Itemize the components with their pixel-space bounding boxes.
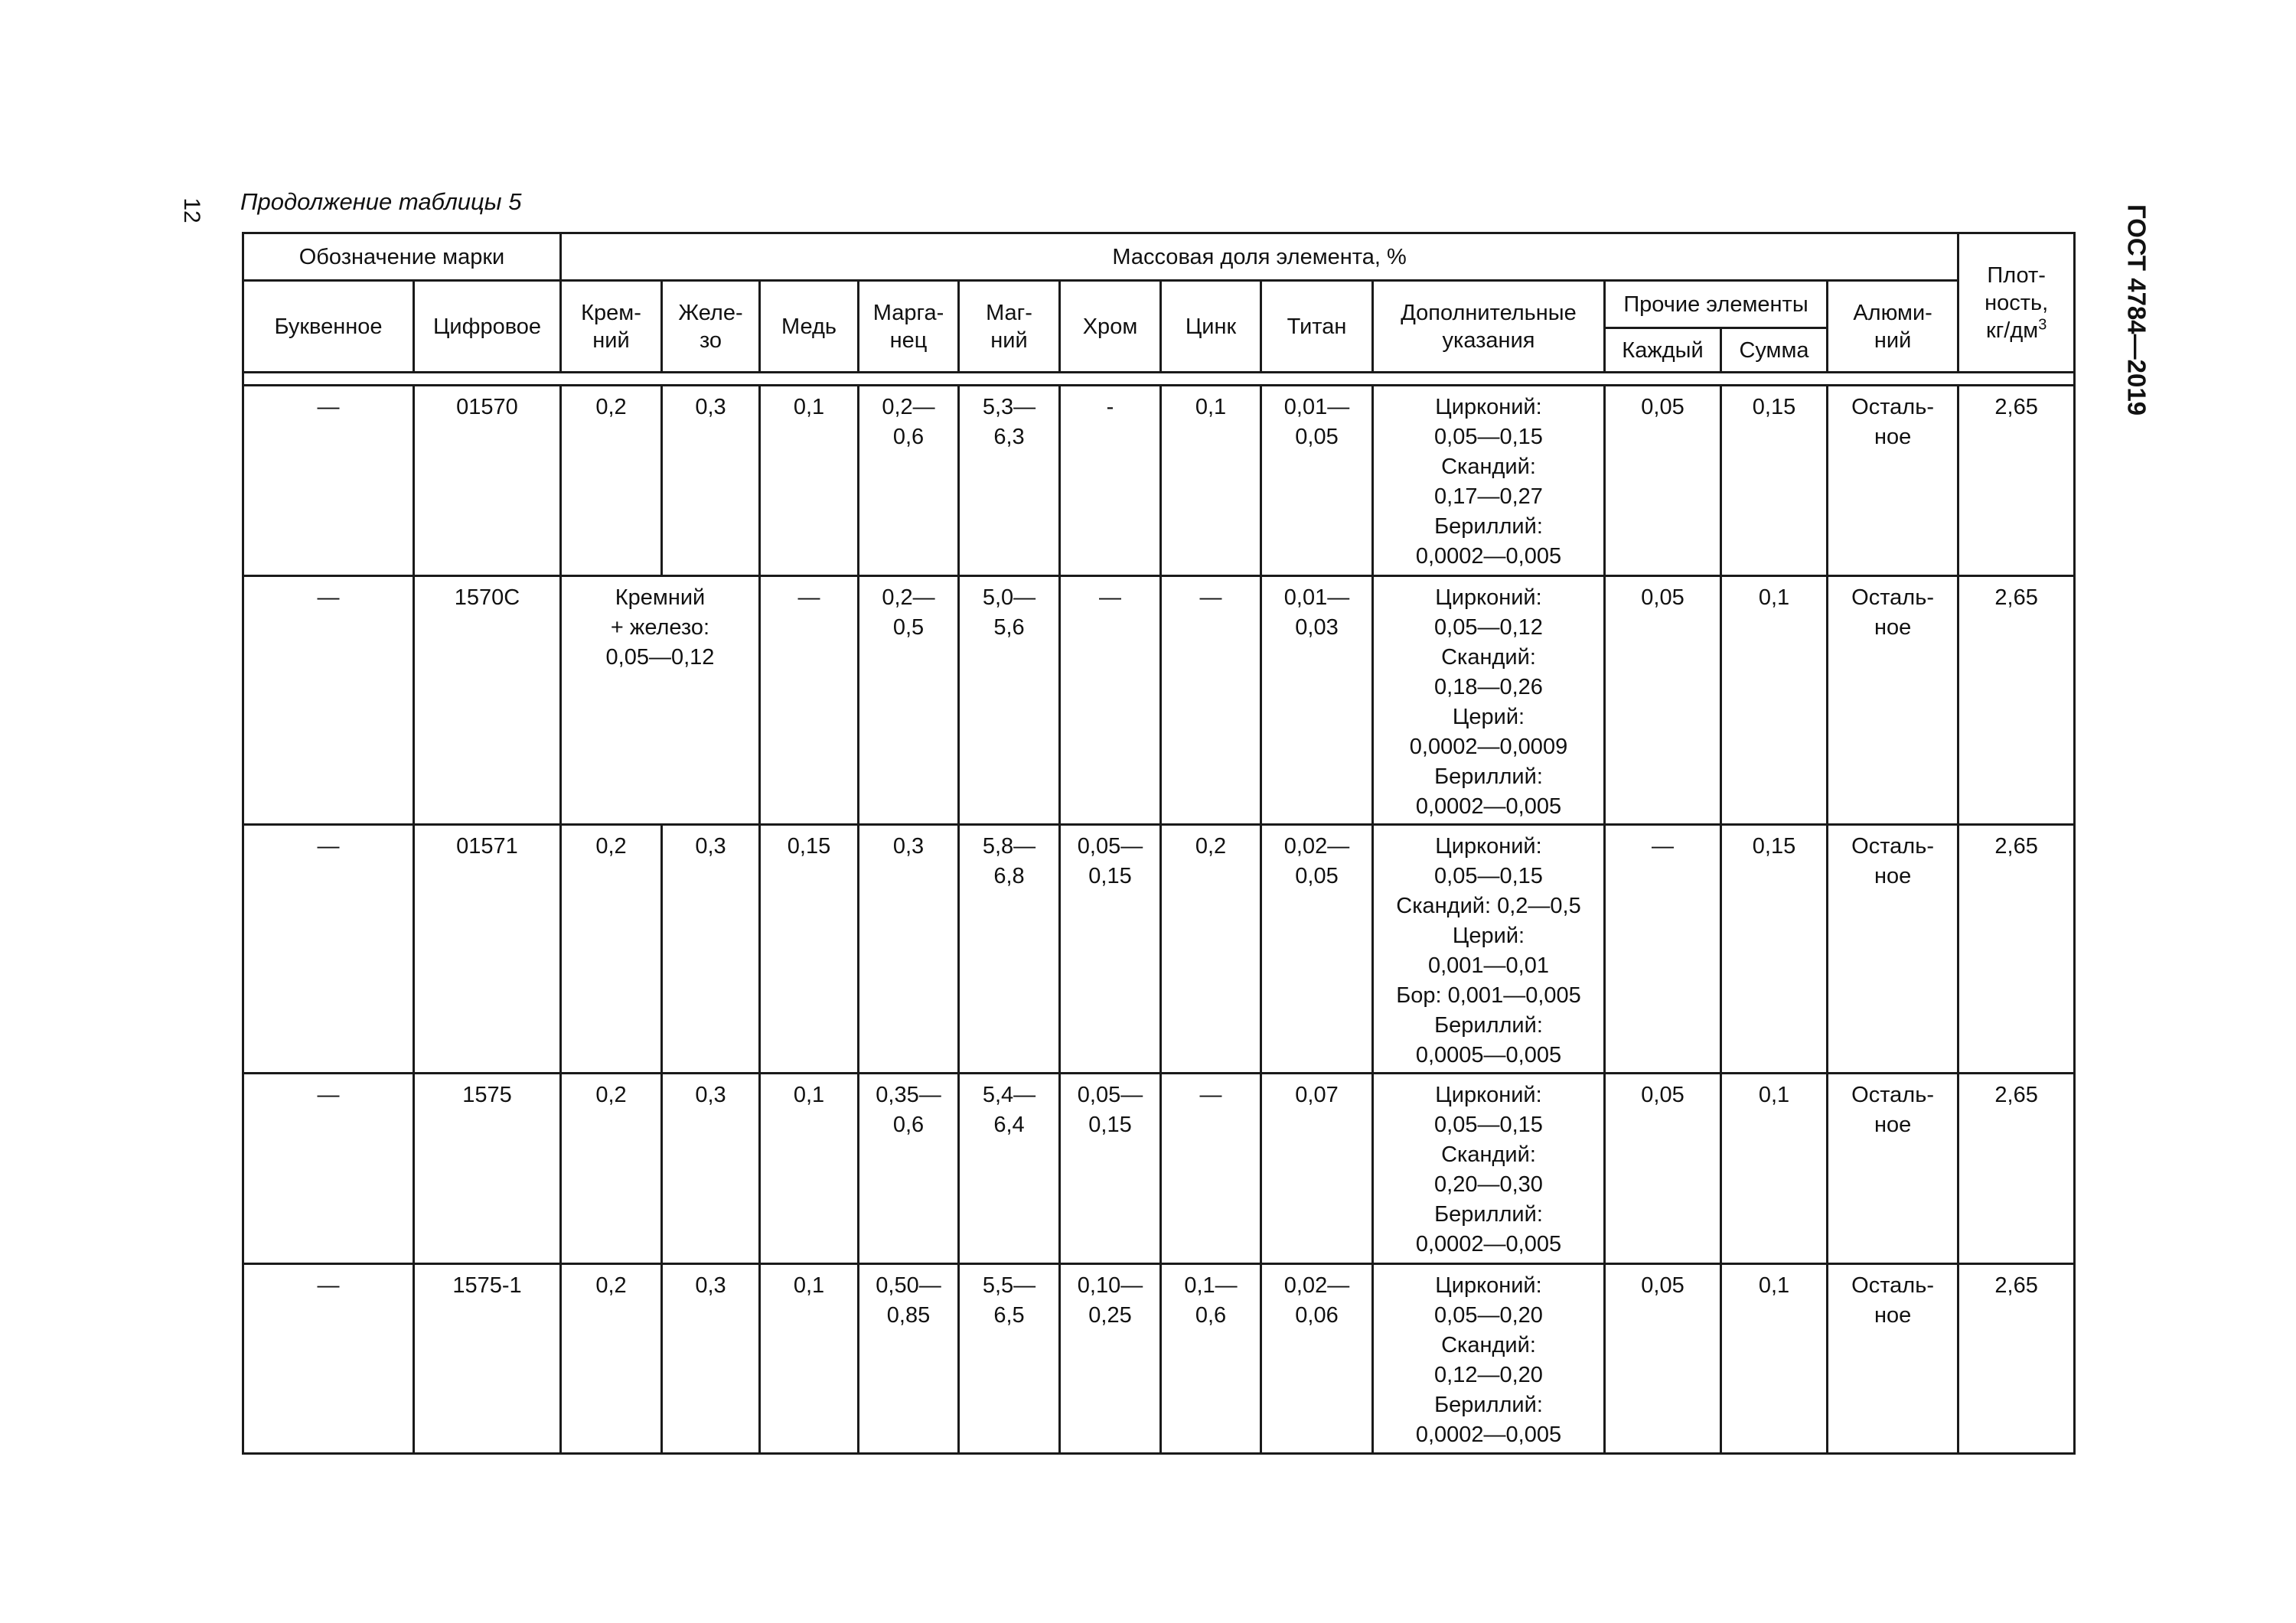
cell-silicon-iron: Кремний + железо: 0,05—0,12 (561, 576, 760, 825)
header-sum: Сумма (1721, 328, 1828, 373)
cell-magnesium: 5,5— 6,5 (959, 1264, 1060, 1454)
header-aluminium: Алюми- ний (1828, 281, 1958, 373)
cell-each: — (1605, 825, 1721, 1074)
table-caption: Продолжение таблицы 5 (240, 188, 522, 215)
cell-zinc: — (1161, 1074, 1261, 1264)
cell-silicon: 0,2 (561, 825, 662, 1074)
header-titanium: Титан (1261, 281, 1373, 373)
table-row (243, 825, 2075, 1074)
header-each: Каждый (1605, 328, 1721, 373)
cell-iron: 0,3 (662, 386, 760, 576)
standard-code: ГОСТ 4784—2019 (2122, 204, 2151, 416)
cell-digital: 01571 (414, 825, 561, 1074)
cell-sum: 0,1 (1721, 1264, 1828, 1454)
cell-density: 2,65 (1958, 1264, 2075, 1454)
header-additional: Дополнительные указания (1373, 281, 1605, 373)
table-row (243, 576, 2075, 825)
table-row (243, 1264, 2075, 1454)
cell-chromium: - (1060, 386, 1161, 576)
header-magnesium: Маг- ний (959, 281, 1060, 373)
cell-manganese: 0,2— 0,6 (859, 386, 959, 576)
header-designation: Обозначение марки (243, 233, 561, 281)
cell-silicon: 0,2 (561, 1264, 662, 1454)
cell-sum: 0,15 (1721, 825, 1828, 1074)
cell-titanium: 0,07 (1261, 1074, 1373, 1264)
cell-additional: Цирконий: 0,05—0,12 Скандий: 0,18—0,26 Церий: 0,0002—0,0009 Бериллий: 0,0002—0,005 (1373, 576, 1605, 825)
cell-digital: 1575-1 (414, 1264, 561, 1454)
header-separator (243, 373, 2075, 386)
cell-manganese: 0,3 (859, 825, 959, 1074)
cell-aluminium: Осталь- ное (1828, 1074, 1958, 1264)
header-copper: Медь (760, 281, 859, 373)
cell-magnesium: 5,0— 5,6 (959, 576, 1060, 825)
cell-digital: 1575 (414, 1074, 561, 1264)
cell-additional: Цирконий: 0,05—0,15 Скандий: 0,2—0,5 Церий: 0,001—0,01 Бор: 0,001—0,005 Бериллий: 0,0005—0,005 (1373, 825, 1605, 1074)
cell-additional: Цирконий: 0,05—0,15 Скандий: 0,17—0,27 Бериллий: 0,0002—0,005 (1373, 386, 1605, 576)
cell-copper: 0,15 (760, 825, 859, 1074)
cell-aluminium: Осталь- ное (1828, 386, 1958, 576)
cell-titanium: 0,01— 0,05 (1261, 386, 1373, 576)
cell-density: 2,65 (1958, 576, 2075, 825)
cell-magnesium: 5,8— 6,8 (959, 825, 1060, 1074)
cell-each: 0,05 (1605, 1074, 1721, 1264)
cell-chromium: 0,05— 0,15 (1060, 825, 1161, 1074)
cell-copper: 0,1 (760, 1264, 859, 1454)
cell-letter: — (243, 386, 414, 576)
header-manganese: Марга- нец (859, 281, 959, 373)
table-row (243, 1074, 2075, 1264)
cell-zinc: 0,1 (1161, 386, 1261, 576)
cell-each: 0,05 (1605, 386, 1721, 576)
header-chromium: Хром (1060, 281, 1161, 373)
cell-magnesium: 5,3— 6,3 (959, 386, 1060, 576)
cell-aluminium: Осталь- ное (1828, 1264, 1958, 1454)
cell-iron: 0,3 (662, 825, 760, 1074)
cell-titanium: 0,02— 0,06 (1261, 1264, 1373, 1454)
cell-sum: 0,1 (1721, 576, 1828, 825)
cell-aluminium: Осталь- ное (1828, 576, 1958, 825)
cell-chromium: 0,10— 0,25 (1060, 1264, 1161, 1454)
cell-magnesium: 5,4— 6,4 (959, 1074, 1060, 1264)
cell-copper: 0,1 (760, 1074, 859, 1264)
cell-manganese: 0,35— 0,6 (859, 1074, 959, 1264)
cell-sum: 0,1 (1721, 1074, 1828, 1264)
cell-silicon: 0,2 (561, 1074, 662, 1264)
cell-letter: — (243, 1264, 414, 1454)
cell-zinc: — (1161, 576, 1261, 825)
cell-additional: Цирконий: 0,05—0,15 Скандий: 0,20—0,30 Бериллий: 0,0002—0,005 (1373, 1074, 1605, 1264)
cell-manganese: 0,2— 0,5 (859, 576, 959, 825)
page-number: 12 (179, 197, 204, 223)
table-header (243, 233, 2075, 373)
cell-aluminium: Осталь- ное (1828, 825, 1958, 1074)
header-zinc: Цинк (1161, 281, 1261, 373)
table-row (243, 386, 2075, 576)
cell-chromium: 0,05— 0,15 (1060, 1074, 1161, 1264)
cell-silicon: 0,2 (561, 386, 662, 576)
cell-iron: 0,3 (662, 1264, 760, 1454)
header-mass-fraction: Массовая доля элемента, % (561, 233, 1958, 281)
cell-copper: 0,1 (760, 386, 859, 576)
header-letter: Буквенное (243, 281, 414, 373)
cell-additional: Цирконий: 0,05—0,20 Скандий: 0,12—0,20 Бериллий: 0,0002—0,005 (1373, 1264, 1605, 1454)
header-density: Плот- ность, $кг/дм^3$ (1958, 233, 2075, 373)
cell-letter: — (243, 825, 414, 1074)
cell-each: 0,05 (1605, 576, 1721, 825)
cell-density: 2,65 (1958, 825, 2075, 1074)
composition-table (242, 232, 2076, 1455)
cell-chromium: — (1060, 576, 1161, 825)
cell-digital: 01570 (414, 386, 561, 576)
header-other-elements: Прочие элементы (1605, 281, 1828, 328)
cell-copper: — (760, 576, 859, 825)
cell-density: 2,65 (1958, 1074, 2075, 1264)
cell-letter: — (243, 1074, 414, 1264)
cell-sum: 0,15 (1721, 386, 1828, 576)
cell-titanium: 0,02— 0,05 (1261, 825, 1373, 1074)
header-silicon: Крем- ний (561, 281, 662, 373)
cell-density: 2,65 (1958, 386, 2075, 576)
cell-digital: 1570С (414, 576, 561, 825)
cell-zinc: 0,1— 0,6 (1161, 1264, 1261, 1454)
cell-letter: — (243, 576, 414, 825)
header-digital: Цифровое (414, 281, 561, 373)
header-iron: Желе- зо (662, 281, 760, 373)
table-body (243, 373, 2075, 1454)
cell-manganese: 0,50— 0,85 (859, 1264, 959, 1454)
cell-titanium: 0,01— 0,03 (1261, 576, 1373, 825)
cell-zinc: 0,2 (1161, 825, 1261, 1074)
cell-each: 0,05 (1605, 1264, 1721, 1454)
cell-iron: 0,3 (662, 1074, 760, 1264)
